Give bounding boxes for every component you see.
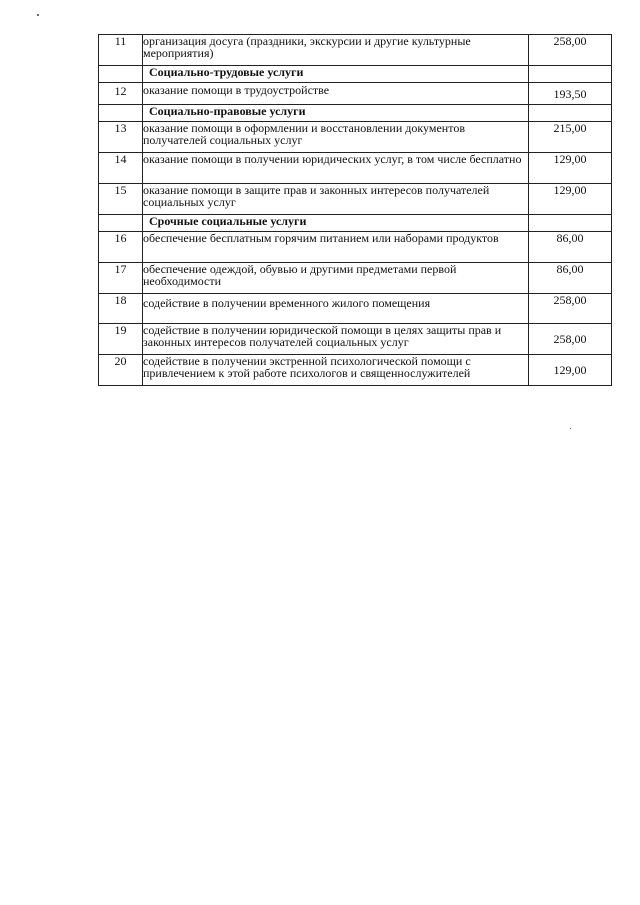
table-row: [99, 232, 612, 263]
service-name: содействие в получении экстренной психологической помощи с привлечением к этой работе психологов и священнослужителей: [143, 355, 529, 386]
row-number: 13: [99, 122, 143, 153]
table-row: [99, 153, 612, 184]
empty-cell: [529, 66, 612, 83]
table-row: [99, 263, 612, 294]
service-price: 215,00: [529, 122, 612, 153]
service-name: организация досуга (праздники, экскурсии и другие культурные мероприятия): [143, 35, 529, 66]
table-row: [99, 294, 612, 324]
service-name: содействие в получении юридической помощи в целях защиты прав и законных интересов получателей социальных услуг: [143, 324, 529, 355]
row-number: 14: [99, 153, 143, 184]
empty-cell: [99, 66, 143, 83]
empty-cell: [99, 215, 143, 232]
table-row: [99, 122, 612, 153]
service-price: 258,00: [529, 35, 612, 66]
row-number: 19: [99, 324, 143, 355]
row-number: 18: [99, 294, 143, 324]
section-row: [99, 66, 612, 83]
service-price: 258,00: [529, 294, 612, 324]
service-name: оказание помощи в оформлении и восстановлении документов получателей социальных услуг: [143, 122, 529, 153]
empty-cell: [99, 105, 143, 122]
section-title: Социально-трудовые услуги: [143, 66, 529, 83]
service-name: оказание помощи в трудоустройстве: [143, 83, 529, 105]
service-price: 129,00: [529, 355, 612, 386]
services-price-table: [98, 34, 612, 386]
service-price: 193,50: [529, 83, 612, 105]
table-row: [99, 35, 612, 66]
scan-speck: [570, 428, 571, 429]
service-price: 86,00: [529, 263, 612, 294]
table-row: [99, 83, 612, 105]
empty-cell: [529, 215, 612, 232]
service-price: 86,00: [529, 232, 612, 263]
section-title: Срочные социальные услуги: [143, 215, 529, 232]
section-title: Социально-правовые услуги: [143, 105, 529, 122]
row-number: 11: [99, 35, 143, 66]
service-price: 129,00: [529, 184, 612, 215]
service-name: оказание помощи в получении юридических услуг, в том числе бесплатно: [143, 153, 529, 184]
service-name: содействие в получении временного жилого помещения: [143, 294, 529, 324]
empty-cell: [529, 105, 612, 122]
section-row: [99, 105, 612, 122]
service-name: обеспечение одеждой, обувью и другими предметами первой необходимости: [143, 263, 529, 294]
row-number: 16: [99, 232, 143, 263]
table-row: [99, 324, 612, 355]
row-number: 17: [99, 263, 143, 294]
service-price: 129,00: [529, 153, 612, 184]
row-number: 15: [99, 184, 143, 215]
scan-speck: [37, 14, 39, 16]
table-row: [99, 184, 612, 215]
row-number: 20: [99, 355, 143, 386]
row-number: 12: [99, 83, 143, 105]
service-name: обеспечение бесплатным горячим питанием или наборами продуктов: [143, 232, 529, 263]
table-row: [99, 355, 612, 386]
section-row: [99, 215, 612, 232]
service-price: 258,00: [529, 324, 612, 355]
service-name: оказание помощи в защите прав и законных интересов получателей социальных услуг: [143, 184, 529, 215]
